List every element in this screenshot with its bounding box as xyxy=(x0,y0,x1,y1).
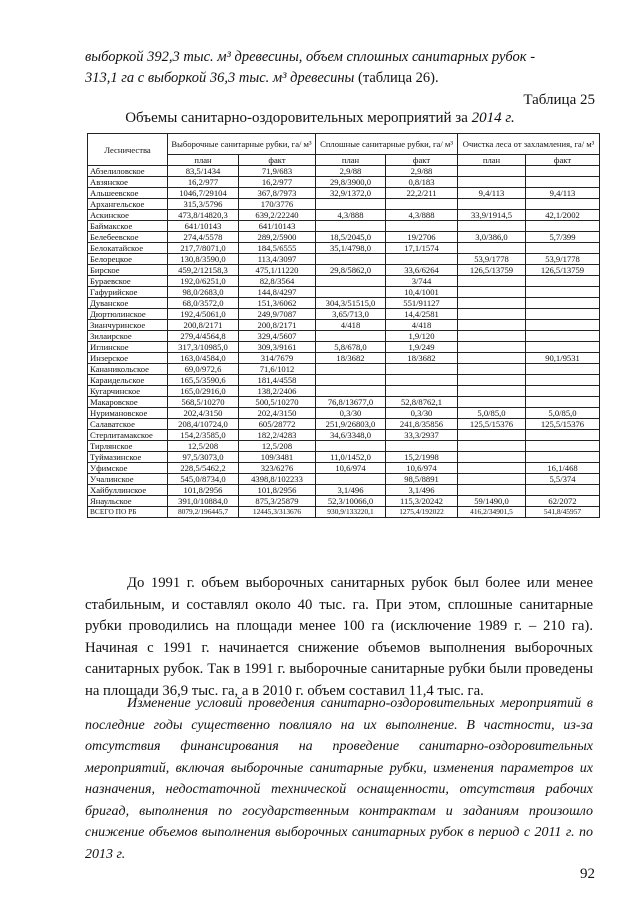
table-cell xyxy=(316,364,386,375)
table-cell: 83,5/1434 xyxy=(168,166,239,177)
table-caption xyxy=(0,110,640,127)
table-cell: 18/3682 xyxy=(386,353,458,364)
table-row xyxy=(88,287,600,298)
caption-year: 2014 г. xyxy=(471,110,515,126)
table-cell xyxy=(526,386,600,397)
table-cell xyxy=(316,375,386,386)
table-row xyxy=(88,485,600,496)
table-cell: 16,2/977 xyxy=(239,177,316,188)
forestry-name: Кугарчинское xyxy=(88,386,168,397)
table-row xyxy=(88,221,600,232)
table-cell: 76,8/13677,0 xyxy=(316,397,386,408)
table-cell: 274,4/5578 xyxy=(168,232,239,243)
table-cell: 170/3776 xyxy=(239,199,316,210)
header-forest-cleaning: Очистка леса от захламления, га/ м³ xyxy=(458,134,600,155)
forestry-name: Инзерское xyxy=(88,353,168,364)
table-cell: 367,8/7973 xyxy=(239,188,316,199)
table-row xyxy=(88,419,600,430)
table-cell xyxy=(458,287,526,298)
table-cell: 5,0/85,0 xyxy=(526,408,600,419)
forestry-name: Иглинское xyxy=(88,342,168,353)
forestry-name: Караидельское xyxy=(88,375,168,386)
table-cell xyxy=(458,243,526,254)
table-cell: 113,4/3097 xyxy=(239,254,316,265)
table-cell: 163,0/4584,0 xyxy=(168,353,239,364)
table-cell: 3,0/386,0 xyxy=(458,232,526,243)
table-cell: 249,9/7087 xyxy=(239,309,316,320)
table-cell: 10,4/1001 xyxy=(386,287,458,298)
table-cell: 125,5/15376 xyxy=(458,419,526,430)
table-cell: 35,1/4798,0 xyxy=(316,243,386,254)
table-cell xyxy=(458,463,526,474)
table-cell: 101,8/2956 xyxy=(239,485,316,496)
table-cell: 62/2072 xyxy=(526,496,600,507)
table-cell xyxy=(458,386,526,397)
table-row xyxy=(88,232,600,243)
header-plan: план xyxy=(168,155,239,166)
table-cell xyxy=(458,320,526,331)
table-cell: 1,9/120 xyxy=(386,331,458,342)
table-cell: 228,5/5462,2 xyxy=(168,463,239,474)
table-cell: 82,8/3564 xyxy=(239,276,316,287)
table-cell: 202,4/3150 xyxy=(239,408,316,419)
table-cell: 9,4/113 xyxy=(458,188,526,199)
intro-line1: выборкой 392,3 тыс. м³ древесины, объем сплошных санитарных рубок - xyxy=(85,49,536,65)
table-row xyxy=(88,298,600,309)
table-cell: 144,8/4297 xyxy=(239,287,316,298)
table-cell xyxy=(458,397,526,408)
table-cell: 1046,7/29104 xyxy=(168,188,239,199)
forestry-name: Нуримановское xyxy=(88,408,168,419)
table-row xyxy=(88,320,600,331)
table-cell: 289,2/5900 xyxy=(239,232,316,243)
table-row xyxy=(88,331,600,342)
table-cell: 12,5/208 xyxy=(168,441,239,452)
header-clear-cuttings: Сплошные санитарные рубки, га/ м³ xyxy=(316,134,458,155)
table-cell: 138,2/2406 xyxy=(239,386,316,397)
table-cell xyxy=(458,166,526,177)
table-cell: 165,0/2916,0 xyxy=(168,386,239,397)
table-cell xyxy=(526,221,600,232)
table-cell xyxy=(316,199,386,210)
page-number: 92 xyxy=(580,866,595,882)
table-row xyxy=(88,177,600,188)
forestry-name: Зилаирское xyxy=(88,331,168,342)
table-cell xyxy=(458,375,526,386)
table-cell: 416,2/34901,5 xyxy=(458,507,526,518)
forestry-name: Бураевское xyxy=(88,276,168,287)
table-cell: 1275,4/192022 xyxy=(386,507,458,518)
table-row xyxy=(88,353,600,364)
table-cell xyxy=(526,485,600,496)
table-cell xyxy=(526,364,600,375)
table-cell: 18/3682 xyxy=(316,353,386,364)
table-cell: 10,6/974 xyxy=(316,463,386,474)
table-cell xyxy=(458,298,526,309)
table-row xyxy=(88,452,600,463)
table-cell: 0,3/30 xyxy=(316,408,386,419)
table-cell xyxy=(386,386,458,397)
table-row xyxy=(88,243,600,254)
table-cell: 4398,8/102233 xyxy=(239,474,316,485)
header-forestry: Лесничества xyxy=(88,134,168,166)
table-cell: 5,0/85,0 xyxy=(458,408,526,419)
table-cell: 3,65/713,0 xyxy=(316,309,386,320)
table-cell: 304,3/51515,0 xyxy=(316,298,386,309)
table-cell: 165,5/3590,6 xyxy=(168,375,239,386)
table-cell: 101,8/2956 xyxy=(168,485,239,496)
table-cell xyxy=(386,221,458,232)
table-cell: 22,2/211 xyxy=(386,188,458,199)
table-cell: 115,3/20242 xyxy=(386,496,458,507)
forestry-name: Абзелиловское xyxy=(88,166,168,177)
table-cell xyxy=(316,254,386,265)
paragraph-history: До 1991 г. объем выборочных санитарных рубок был более или менее стабильным, и составлял около 40 тыс. га. При этом, сплошные санитарные рубки проводились на площади менее 100 га (исключение 1989 г. – 210 га). Начиная с 1991 г. начинается снижение объемов выполнения выборочных санитарных рубок. Так в 1991 г. выборочные санитарные рубки были проведены на площади 36,9 тыс. га, а в 2010 г. объем составил 11,4 тыс. га. xyxy=(85,575,593,699)
table-cell: 200,8/2171 xyxy=(168,320,239,331)
table-cell xyxy=(526,199,600,210)
table-cell: 182,2/4283 xyxy=(239,430,316,441)
table-cell xyxy=(526,276,600,287)
table-cell: 53,9/1778 xyxy=(526,254,600,265)
table-cell: 2,9/88 xyxy=(316,166,386,177)
table-cell xyxy=(526,441,600,452)
table-row xyxy=(88,309,600,320)
table-cell: 241,8/35856 xyxy=(386,419,458,430)
table-cell xyxy=(458,221,526,232)
table-cell: 202,4/3150 xyxy=(168,408,239,419)
table-cell: 475,1/11220 xyxy=(239,265,316,276)
table-cell: 184,5/6555 xyxy=(239,243,316,254)
table-cell xyxy=(526,287,600,298)
table-cell: 1,9/249 xyxy=(386,342,458,353)
table-cell: 315,3/5796 xyxy=(168,199,239,210)
table-cell: 12,5/208 xyxy=(239,441,316,452)
table-cell xyxy=(526,452,600,463)
table-cell: 32,9/1372,0 xyxy=(316,188,386,199)
forestry-name: Зианчуринское xyxy=(88,320,168,331)
table-cell: 605/28772 xyxy=(239,419,316,430)
sanitary-measures-table xyxy=(87,133,600,518)
table-cell: 33,3/2937 xyxy=(386,430,458,441)
table-row xyxy=(88,276,600,287)
table-row xyxy=(88,364,600,375)
forestry-name: Баймакское xyxy=(88,221,168,232)
table-cell: 208,4/10724,0 xyxy=(168,419,239,430)
table-cell: 500,5/10270 xyxy=(239,397,316,408)
forestry-name: Аскинское xyxy=(88,210,168,221)
table-cell xyxy=(526,375,600,386)
table-cell: 18,5/2045,0 xyxy=(316,232,386,243)
total-label: ВСЕГО ПО РБ xyxy=(88,507,168,518)
table-cell: 71,6/1012 xyxy=(239,364,316,375)
table-cell: 29,8/5862,0 xyxy=(316,265,386,276)
table-cell xyxy=(386,199,458,210)
table-cell: 14,4/2581 xyxy=(386,309,458,320)
table-cell xyxy=(458,309,526,320)
table-cell: 391,0/10884,0 xyxy=(168,496,239,507)
table-cell: 5,8/678,0 xyxy=(316,342,386,353)
table-cell: 251,9/26803,0 xyxy=(316,419,386,430)
table-cell: 545,0/8734,0 xyxy=(168,474,239,485)
table-cell: 42,1/2002 xyxy=(526,210,600,221)
table-cell: 875,3/25879 xyxy=(239,496,316,507)
table-cell xyxy=(316,221,386,232)
forestry-name: Альшеевское xyxy=(88,188,168,199)
table-cell: 568,5/10270 xyxy=(168,397,239,408)
table-cell: 317,3/10985,0 xyxy=(168,342,239,353)
forestry-name: Белокатайское xyxy=(88,243,168,254)
header-plan: план xyxy=(458,155,526,166)
table-row xyxy=(88,386,600,397)
forestry-name: Хайбуллинское xyxy=(88,485,168,496)
table-cell: 97,5/3073,0 xyxy=(168,452,239,463)
table-cell: 181,4/4558 xyxy=(239,375,316,386)
table-cell xyxy=(458,364,526,375)
table-cell: 68,0/3572,0 xyxy=(168,298,239,309)
table-cell: 59/1490,0 xyxy=(458,496,526,507)
table-cell xyxy=(316,386,386,397)
forestry-name: Авзянское xyxy=(88,177,168,188)
table-cell xyxy=(526,320,600,331)
table-cell: 279,4/4564,8 xyxy=(168,331,239,342)
forestry-name: Дюртюлинское xyxy=(88,309,168,320)
table-row xyxy=(88,166,600,177)
table-cell xyxy=(526,397,600,408)
table-cell xyxy=(526,342,600,353)
table-cell: 16,1/468 xyxy=(526,463,600,474)
table-row xyxy=(88,375,600,386)
table-cell xyxy=(386,375,458,386)
table-cell xyxy=(316,441,386,452)
forestry-name: Кананикольское xyxy=(88,364,168,375)
forestry-name: Архангельское xyxy=(88,199,168,210)
table-cell: 53,9/1778 xyxy=(458,254,526,265)
table-cell: 0,3/30 xyxy=(386,408,458,419)
table-cell xyxy=(458,177,526,188)
forestry-name: Гафурийское xyxy=(88,287,168,298)
table-cell: 71,9/683 xyxy=(239,166,316,177)
table-cell: 33,9/1914,5 xyxy=(458,210,526,221)
forestry-name: Стерлитамакское xyxy=(88,430,168,441)
table-cell xyxy=(458,353,526,364)
table-cell xyxy=(316,276,386,287)
table-number: Таблица 25 xyxy=(523,92,595,108)
table-cell: 2,9/88 xyxy=(386,166,458,177)
table-cell xyxy=(458,199,526,210)
table-cell: 200,8/2171 xyxy=(239,320,316,331)
table-total-row xyxy=(88,507,600,518)
table-cell: 4/418 xyxy=(316,320,386,331)
header-plan: план xyxy=(316,155,386,166)
forestry-name: Янаульское xyxy=(88,496,168,507)
table-cell: 90,1/9531 xyxy=(526,353,600,364)
table-cell: 3,1/496 xyxy=(316,485,386,496)
table-cell: 192,4/5061,0 xyxy=(168,309,239,320)
table-cell: 8079,2/196445,7 xyxy=(168,507,239,518)
table-cell: 217,7/8071,0 xyxy=(168,243,239,254)
table-cell xyxy=(526,177,600,188)
table-cell: 52,3/10066,0 xyxy=(316,496,386,507)
table-cell: 0,8/183 xyxy=(386,177,458,188)
table-cell xyxy=(526,243,600,254)
table-cell xyxy=(458,452,526,463)
table-cell: 98,0/2683,0 xyxy=(168,287,239,298)
table-cell xyxy=(316,474,386,485)
paragraph-conditions: Изменение условий проведения санитарно-оздоровительных мероприятий в последние годы существенно повлияло на их выполнение. В частности, из-за отсутствия финансирования на проведение санитарно-оздоровительных мероприятий, включая выборочные санитарные рубки, изменения параметров их назначения, недостаточной технической оснащенности, отсутствия рабочих бригад, выполнения по государственным контрактам и заданиям произошло снижение объемов выполнения выборочных санитарных рубок в период с 2011 г. по 2013 г. xyxy=(85,696,593,862)
table-cell xyxy=(386,441,458,452)
table-cell: 126,5/13759 xyxy=(526,265,600,276)
forestry-name: Дуванское xyxy=(88,298,168,309)
table-cell: 930,9/133220,1 xyxy=(316,507,386,518)
table-row xyxy=(88,254,600,265)
forestry-name: Макаровское xyxy=(88,397,168,408)
table-cell: 16,2/977 xyxy=(168,177,239,188)
forestry-name: Белорецкое xyxy=(88,254,168,265)
header-fact: факт xyxy=(386,155,458,166)
table-cell: 641/10143 xyxy=(168,221,239,232)
table-row xyxy=(88,430,600,441)
table-cell xyxy=(458,331,526,342)
table-cell: 4/418 xyxy=(386,320,458,331)
forestry-name: Туймазинское xyxy=(88,452,168,463)
table-cell: 4,3/888 xyxy=(386,210,458,221)
table-cell: 9,4/113 xyxy=(526,188,600,199)
forestry-name: Тирлянское xyxy=(88,441,168,452)
table-cell: 109/3481 xyxy=(239,452,316,463)
intro-line2: 313,1 га с выборкой 36,3 тыс. м³ древесины xyxy=(85,70,355,86)
table-cell xyxy=(526,309,600,320)
table-cell: 151,3/6062 xyxy=(239,298,316,309)
table-cell xyxy=(316,287,386,298)
table-cell: 323/6276 xyxy=(239,463,316,474)
table-cell: 69,0/972,6 xyxy=(168,364,239,375)
table-cell: 98,5/8891 xyxy=(386,474,458,485)
table-row xyxy=(88,188,600,199)
table-cell xyxy=(458,474,526,485)
table-cell: 5,5/374 xyxy=(526,474,600,485)
table-body xyxy=(88,166,600,507)
table-cell: 641/10143 xyxy=(239,221,316,232)
table-row xyxy=(88,474,600,485)
header-fact: факт xyxy=(526,155,600,166)
forestry-name: Учалинское xyxy=(88,474,168,485)
table-cell: 309,3/9161 xyxy=(239,342,316,353)
intro-line2-tail: (таблица 26). xyxy=(354,70,439,86)
table-cell: 329,4/5607 xyxy=(239,331,316,342)
table-cell: 125,5/15376 xyxy=(526,419,600,430)
table-cell xyxy=(458,342,526,353)
table-cell: 10,6/974 xyxy=(386,463,458,474)
table-cell: 17,1/1574 xyxy=(386,243,458,254)
table-cell: 459,2/12158,3 xyxy=(168,265,239,276)
header-fact: факт xyxy=(239,155,316,166)
table-cell: 126,5/13759 xyxy=(458,265,526,276)
table-row xyxy=(88,342,600,353)
table-row xyxy=(88,265,600,276)
table-cell: 192,0/6251,0 xyxy=(168,276,239,287)
table-cell: 154,2/3585,0 xyxy=(168,430,239,441)
table-cell xyxy=(316,331,386,342)
table-cell: 52,8/8762,1 xyxy=(386,397,458,408)
caption-prefix: Объемы санитарно-оздоровительных мероприятий за xyxy=(125,110,472,126)
table-cell xyxy=(458,430,526,441)
table-cell xyxy=(458,441,526,452)
forestry-name: Бирское xyxy=(88,265,168,276)
forestry-name: Уфимское xyxy=(88,463,168,474)
table-row xyxy=(88,463,600,474)
table-cell: 19/2706 xyxy=(386,232,458,243)
table-cell: 3,1/496 xyxy=(386,485,458,496)
table-cell: 4,3/888 xyxy=(316,210,386,221)
table-cell: 12445,3/313676 xyxy=(239,507,316,518)
table-cell xyxy=(386,254,458,265)
table-cell xyxy=(526,331,600,342)
table-row xyxy=(88,210,600,221)
table-cell: 473,8/14820,3 xyxy=(168,210,239,221)
table-row xyxy=(88,408,600,419)
intro-text xyxy=(85,47,595,89)
table-cell: 33,6/6264 xyxy=(386,265,458,276)
table-row xyxy=(88,199,600,210)
table-row xyxy=(88,441,600,452)
forestry-name: Салаватское xyxy=(88,419,168,430)
table-cell: 314/7679 xyxy=(239,353,316,364)
table-cell xyxy=(458,276,526,287)
table-cell: 639,2/22240 xyxy=(239,210,316,221)
table-cell: 29,8/3900,0 xyxy=(316,177,386,188)
forestry-name: Белебеевское xyxy=(88,232,168,243)
table-cell: 5,7/399 xyxy=(526,232,600,243)
table-cell: 130,8/3590,0 xyxy=(168,254,239,265)
table-cell: 541,8/45957 xyxy=(526,507,600,518)
table-cell xyxy=(458,485,526,496)
table-cell: 551/91127 xyxy=(386,298,458,309)
table-cell: 3/744 xyxy=(386,276,458,287)
table-cell xyxy=(526,298,600,309)
table-cell xyxy=(526,166,600,177)
table-cell: 34,6/3348,0 xyxy=(316,430,386,441)
table-row xyxy=(88,496,600,507)
header-selective-cuttings: Выборочные санитарные рубки, га/ м³ xyxy=(168,134,316,155)
table-row xyxy=(88,397,600,408)
table-cell xyxy=(386,364,458,375)
table-cell: 15,2/1998 xyxy=(386,452,458,463)
table-cell: 11,0/1452,0 xyxy=(316,452,386,463)
table-cell xyxy=(526,430,600,441)
